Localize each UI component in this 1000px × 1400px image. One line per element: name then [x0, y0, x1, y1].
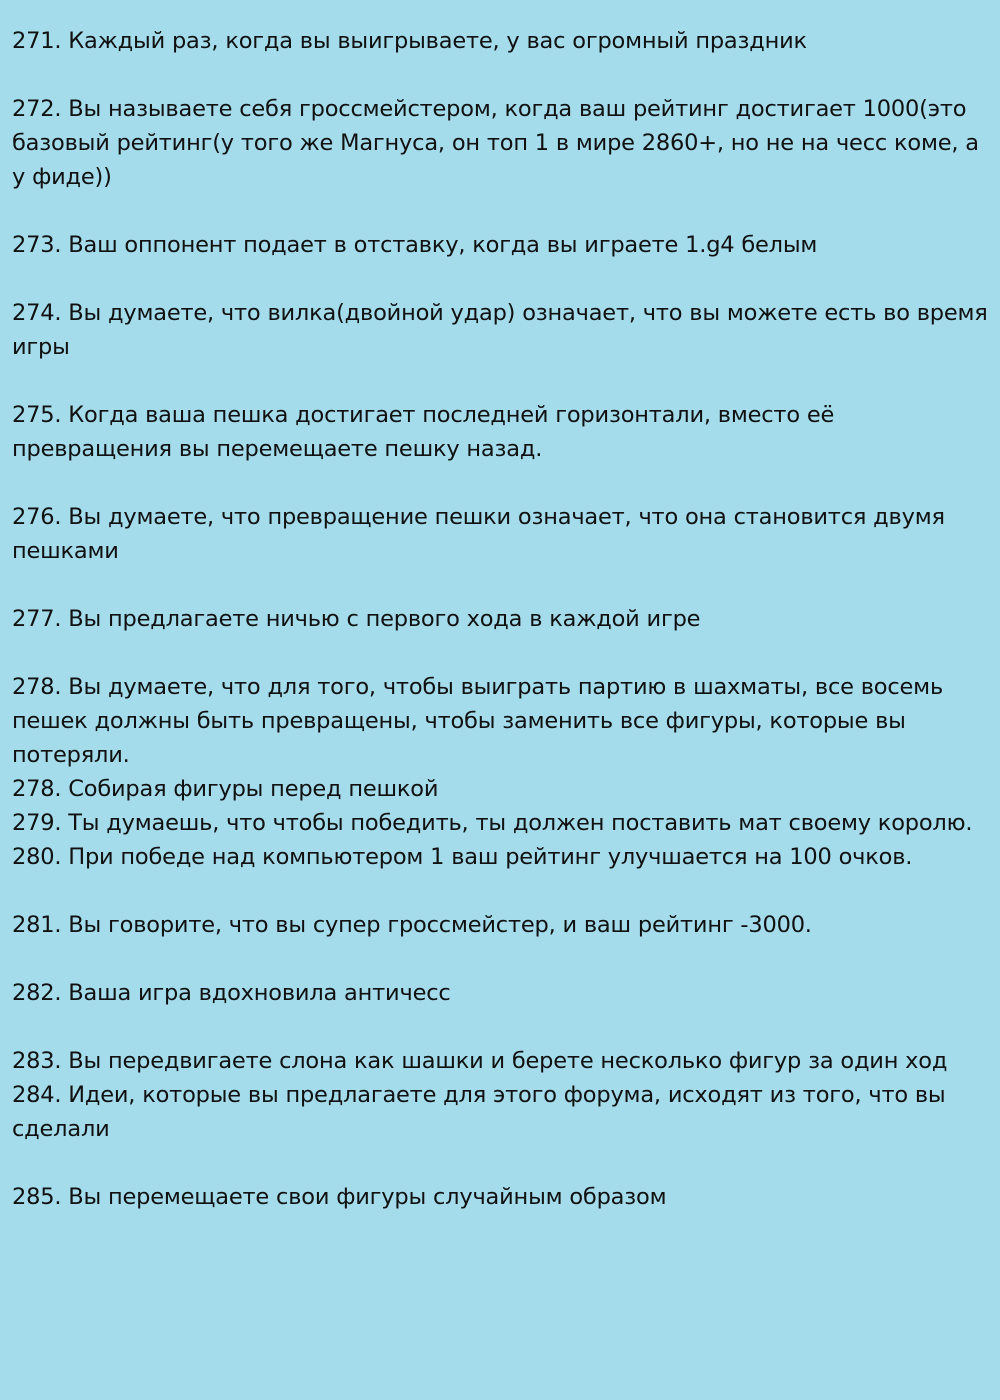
- list-item-275: 275. Когда ваша пешка достигает последней горизонтали, вместо её превращения вы перемещаете пешку назад.: [12, 402, 835, 462]
- list-item-281: 281. Вы говорите, что вы супер гроссмейстер, и ваш рейтинг -3000.: [12, 912, 812, 938]
- list-item-278: 278. Вы думаете, что для того, чтобы выиграть партию в шахматы, все восемь пешек должны быть превращены, чтобы заменить все фигуры, которые вы потеряли.: [12, 674, 944, 768]
- list-item-274: 274. Вы думаете, что вилка(двойной удар) означает, что вы можете есть во время игры: [12, 300, 988, 360]
- list-item-271: 271. Каждый раз, когда вы выигрываете, у вас огромный праздник: [12, 28, 807, 54]
- list-item-284: 284. Идеи, которые вы предлагаете для этого форума, исходят из того, что вы сделали: [12, 1082, 946, 1142]
- list-item-273: 273. Ваш оппонент подает в отставку, когда вы играете 1.g4 белым: [12, 232, 818, 258]
- list-item-276: 276. Вы думаете, что превращение пешки означает, что она становится двумя пешками: [12, 504, 945, 564]
- list-item-282: 282. Ваша игра вдохновила античесс: [12, 980, 451, 1006]
- list-item-272: 272. Вы называете себя гроссмейстером, когда ваш рейтинг достигает 1000(это базовый рейтинг(у того же Магнуса, он топ 1 в мире 2860+, но не на чесс коме, а у фиде)): [12, 96, 979, 190]
- list-item-277: 277. Вы предлагаете ничью с первого хода в каждой игре: [12, 606, 701, 632]
- list-item-285: 285. Вы перемещаете свои фигуры случайным образом: [12, 1184, 667, 1210]
- list-item-283: 283. Вы передвигаете слона как шашки и берете несколько фигур за один ход: [12, 1048, 948, 1074]
- list-item-280: 280. При победе над компьютером 1 ваш рейтинг улучшается на 100 очков.: [12, 844, 913, 870]
- list-item-279: 279. Ты думаешь, что чтобы победить, ты должен поставить мат своему королю.: [12, 810, 973, 836]
- list-item-278b: 278. Собирая фигуры перед пешкой: [12, 776, 439, 802]
